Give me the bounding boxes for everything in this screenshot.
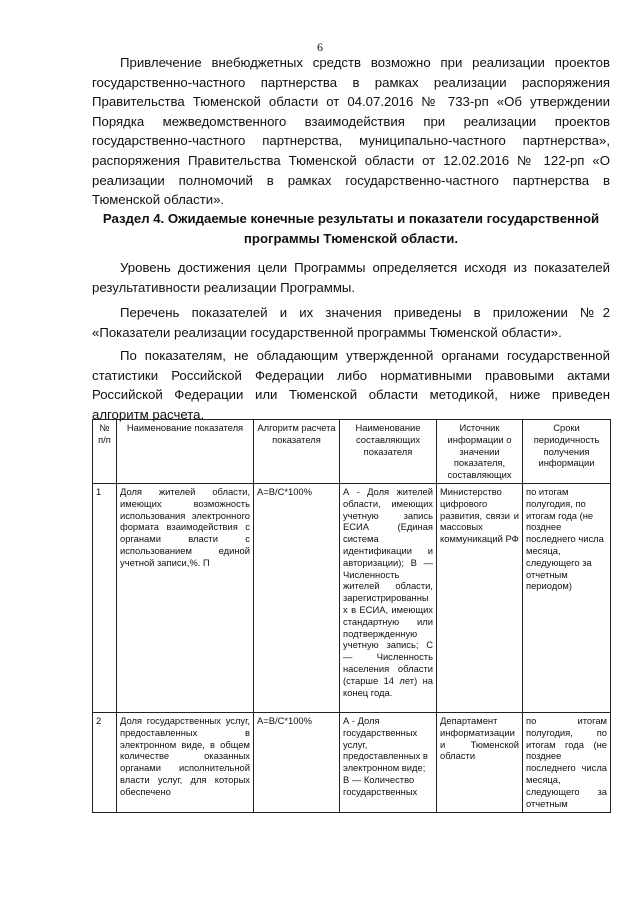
table-header-row	[93, 420, 611, 484]
indicators-table	[92, 419, 611, 813]
cell-period: по итогам полугодия, по итогам года (не позднее последнего числа месяца, следующего за отчетным периодом)	[523, 483, 611, 712]
paragraph-indicator-list: Перечень показателей и их значения приведены в приложении №2 «Показатели реализации государственной программы Тюменской области».	[92, 305, 610, 340]
header-source: Источник информации о значении показателя, составляющих	[437, 420, 523, 484]
cell-indicator-name: Доля жителей области, имеющих возможность использования электронного формата взаимодействия с органами власти с использованием единой учетной записи,%. П	[117, 483, 254, 712]
cell-source: Департамент информатизации и Тюменской области	[437, 712, 523, 812]
paragraph-goal-level: Уровень достижения цели Программы определяется исходя из показателей результативности реализации Программы.	[92, 260, 610, 295]
paragraph-extra-budgetary-funds: Привлечение внебюджетных средств возможно при реализации проектов государственно-частного партнерства в рамках реализации распоряжения Правительства Тюменской области от 04.07.2016 № 733-рп «Об утверждении Порядка межведомственного взаимодействия при реализации проектов государственно-частного партнерства, муниципально-частного партнерства», распоряжения Правительства Тюменской области от 12.02.2016 № 122-рп «О реализации полномочий в рамках государственно-частного партнерства в Тюменской области».	[92, 55, 610, 208]
cell-number: 1	[93, 483, 117, 712]
header-algorithm: Алгоритм расчета показателя	[254, 420, 340, 484]
cell-source: Министерство цифрового развития, связи и массовых коммуникаций РФ	[437, 483, 523, 712]
cell-components: А - Доля государственных услуг, предоставленных в электронном виде; В — Количество государственных	[340, 712, 437, 812]
section-heading: Раздел 4. Ожидаемые конечные результаты и показатели государственной программы Тюменской области.	[102, 211, 600, 246]
header-components: Наименование составляющих показателя	[340, 420, 437, 484]
cell-components: А - Доля жителей области, имеющих учетную запись ЕСИА (Единая система идентификации и авторизации); В — Численность жителей области, зарегистрированных в ЕСИА, имеющих стандартную или подтвержденную учетную запись; С — Численность населения области (старше 14 лет) на конец года.	[340, 483, 437, 712]
table-row	[93, 712, 611, 812]
paragraph-calculation-algorithm: По показателям, не обладающим утвержденной органами государственной статистики Российской Федерации либо нормативными правовыми актами Российской Федерации или Тюменской области методикой, ниже приведен алгоритм расчета.	[92, 348, 610, 422]
header-period: Сроки периодичность получения информации	[523, 420, 611, 484]
cell-algorithm: А=В/С*100%	[254, 712, 340, 812]
table-row	[93, 483, 611, 712]
header-number: № п/п	[93, 420, 117, 484]
header-indicator-name: Наименование показателя	[117, 420, 254, 484]
page-number: 6	[317, 40, 323, 54]
cell-indicator-name: Доля государственных услуг, предоставленных в электронном виде, в общем количестве оказанных органами исполнительной власти услуг, для которых обеспечено	[117, 712, 254, 812]
cell-number: 2	[93, 712, 117, 812]
cell-algorithm: А=В/С*100%	[254, 483, 340, 712]
cell-period: по итогам полугодия, по итогам года (не позднее последнего числа месяца, следующего за отчетным	[523, 712, 611, 812]
